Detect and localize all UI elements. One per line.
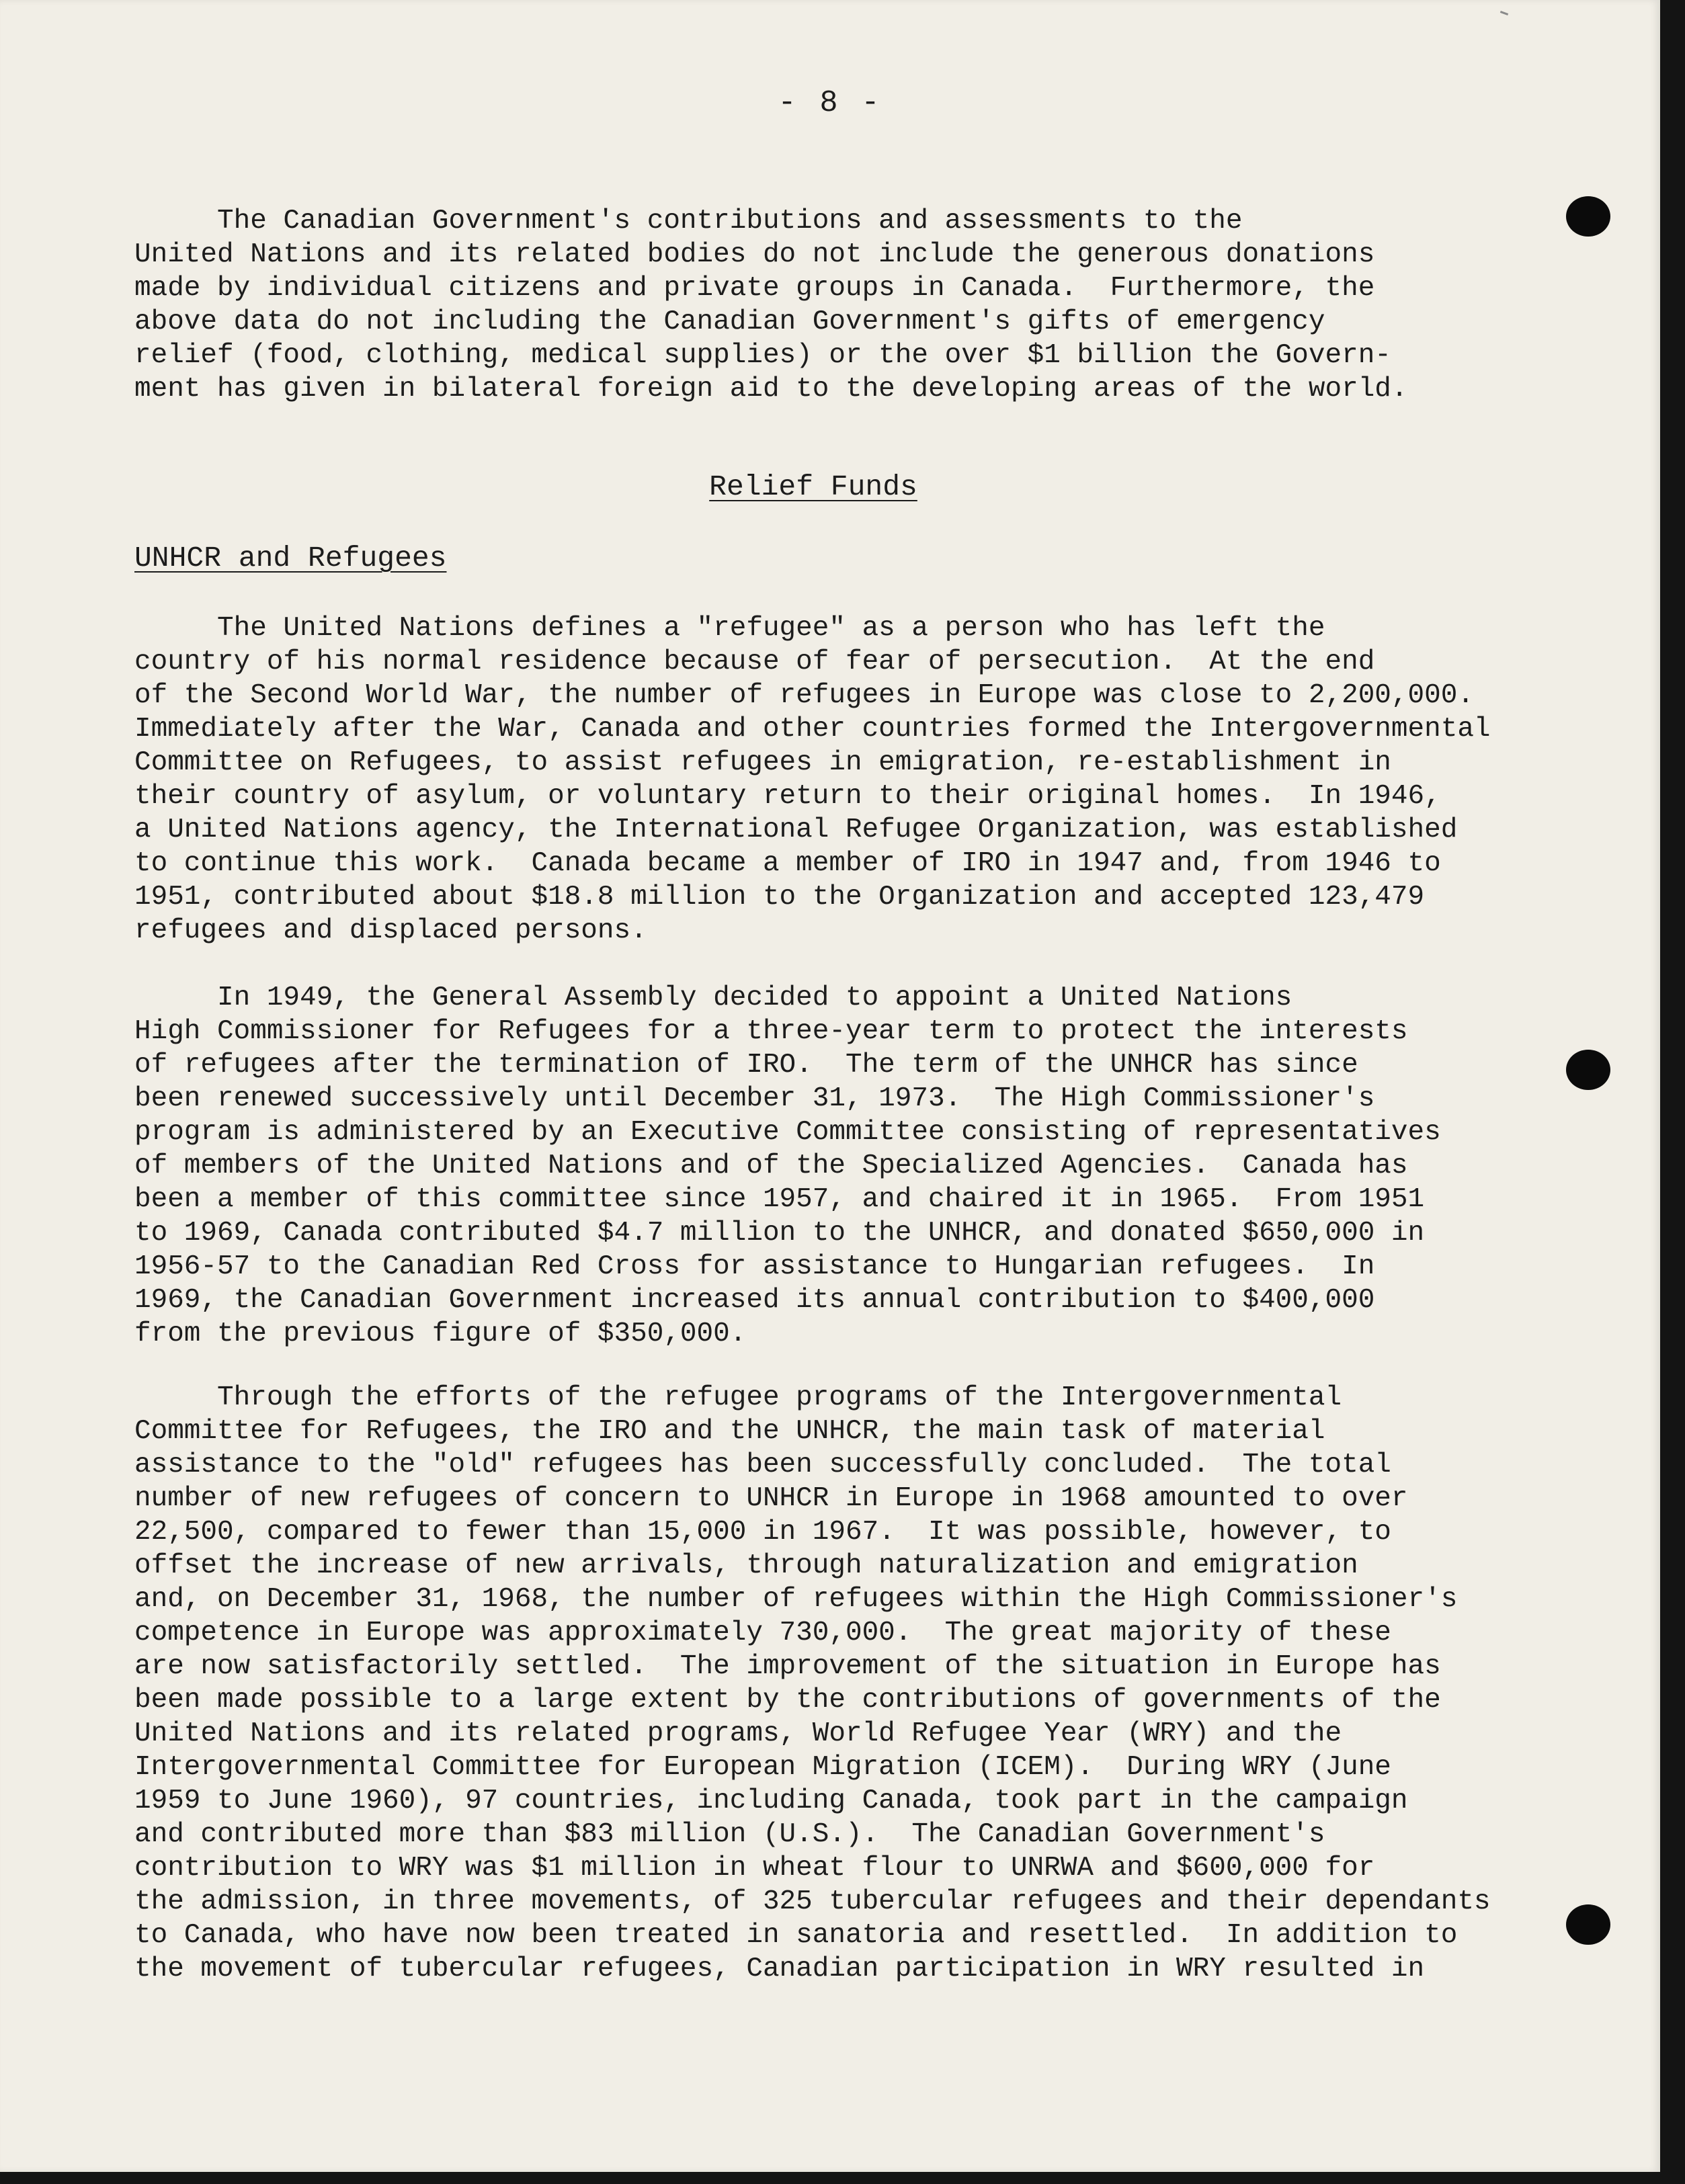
paragraph-refugee-definition: [134, 612, 1491, 948]
text-line: relief (food, clothing, medical supplies) or the over $1 billion the Govern-: [134, 340, 1391, 371]
text-line: and contributed more than $83 million (U.S.). The Canadian Government's: [134, 1819, 1325, 1850]
text-line: offset the increase of new arrivals, through naturalization and emigration: [134, 1550, 1358, 1581]
text-line: are now satisfactorily settled. The improvement of the situation in Europe has: [134, 1651, 1441, 1682]
text-line: the admission, in three movements, of 325 tubercular refugees and their dependants: [134, 1886, 1491, 1917]
page-number: - 8 -: [778, 86, 882, 120]
text-line: program is administered by an Executive Committee consisting of representatives: [134, 1117, 1441, 1148]
text-line: of members of the United Nations and of the Specialized Agencies. Canada has: [134, 1150, 1408, 1181]
text-line: from the previous figure of $350,000.: [134, 1318, 747, 1349]
text-line: 1959 to June 1960), 97 countries, including Canada, took part in the campaign: [134, 1786, 1408, 1816]
paragraph-contributions: [134, 204, 1408, 406]
text-line: assistance to the "old" refugees has been successfully concluded. The total: [134, 1450, 1391, 1480]
text-line: of the Second World War, the number of refugees in Europe was close to 2,200,000.: [134, 680, 1474, 711]
text-line: The Canadian Government's contributions and assessments to the: [134, 206, 1243, 237]
text-line: ment has given in bilateral foreign aid to the developing areas of the world.: [134, 374, 1408, 405]
text-line: Committee for Refugees, the IRO and the UNHCR, the main task of material: [134, 1416, 1325, 1447]
text-line: country of his normal residence because of fear of persecution. At the end: [134, 646, 1375, 677]
text-line: 22,500, compared to fewer than 15,000 in 1967. It was possible, however, to: [134, 1517, 1391, 1548]
text-line: number of new refugees of concern to UNHCR in Europe in 1968 amounted to over: [134, 1483, 1408, 1514]
text-line: United Nations and its related programs, World Refugee Year (WRY) and the: [134, 1718, 1342, 1749]
text-line: High Commissioner for Refugees for a three-year term to protect the interests: [134, 1016, 1408, 1047]
text-line: The United Nations defines a "refugee" as a person who has left the: [134, 613, 1325, 644]
text-line: to continue this work. Canada became a member of IRO in 1947 and, from 1946 to: [134, 848, 1441, 879]
text-line: competence in Europe was approximately 730,000. The great majority of these: [134, 1618, 1391, 1648]
text-line: refugees and displaced persons.: [134, 915, 647, 946]
text-line: to Canada, who have now been treated in sanatoria and resettled. In addition to: [134, 1920, 1458, 1951]
text-line: 1969, the Canadian Government increased its annual contribution to $400,000: [134, 1285, 1375, 1316]
heading-unhcr-and-refugees: UNHCR and Refugees: [134, 542, 447, 575]
text-line: United Nations and its related bodies do not include the generous donations: [134, 239, 1375, 270]
text-line: to 1969, Canada contributed $4.7 million to the UNHCR, and donated $650,000 in: [134, 1218, 1425, 1249]
text-line: been made possible to a large extent by the contributions of governments of the: [134, 1685, 1441, 1716]
text-line: contribution to WRY was $1 million in wheat flour to UNRWA and $600,000 for: [134, 1853, 1375, 1884]
heading-relief-funds: Relief Funds: [709, 470, 917, 503]
paragraph-refugee-programs: [134, 1381, 1491, 1986]
text-line: the movement of tubercular refugees, Canadian participation in WRY resulted in: [134, 1954, 1425, 1984]
text-line: been renewed successively until December 31, 1973. The High Commissioner's: [134, 1083, 1375, 1114]
text-line: Through the efforts of the refugee programs of the Intergovernmental: [134, 1382, 1342, 1413]
punch-hole: [1566, 1904, 1610, 1945]
punch-hole: [1566, 196, 1610, 237]
punch-hole: [1566, 1050, 1610, 1090]
text-line: of refugees after the termination of IRO. The term of the UNHCR has since: [134, 1050, 1358, 1081]
text-line: Intergovernmental Committee for European Migration (ICEM). During WRY (June: [134, 1752, 1391, 1783]
paragraph-high-commissioner: [134, 981, 1441, 1351]
text-line: a United Nations agency, the International Refugee Organization, was established: [134, 814, 1458, 845]
text-line: been a member of this committee since 1957, and chaired it in 1965. From 1951: [134, 1184, 1425, 1215]
text-line: In 1949, the General Assembly decided to appoint a United Nations: [134, 982, 1292, 1013]
text-line: made by individual citizens and private groups in Canada. Furthermore, the: [134, 273, 1375, 304]
text-line: above data do not including the Canadian Government's gifts of emergency: [134, 306, 1325, 337]
text-line: 1956-57 to the Canadian Red Cross for assistance to Hungarian refugees. In: [134, 1251, 1375, 1282]
text-line: Committee on Refugees, to assist refugees in emigration, re-establishment in: [134, 747, 1391, 778]
text-line: Immediately after the War, Canada and other countries formed the Intergovernmental: [134, 714, 1491, 745]
text-line: 1951, contributed about $18.8 million to the Organization and accepted 123,479: [134, 882, 1425, 913]
corner-mark: [1500, 11, 1508, 15]
text-line: and, on December 31, 1968, the number of refugees within the High Commissioner's: [134, 1584, 1458, 1615]
text-line: their country of asylum, or voluntary return to their original homes. In 1946,: [134, 781, 1441, 812]
